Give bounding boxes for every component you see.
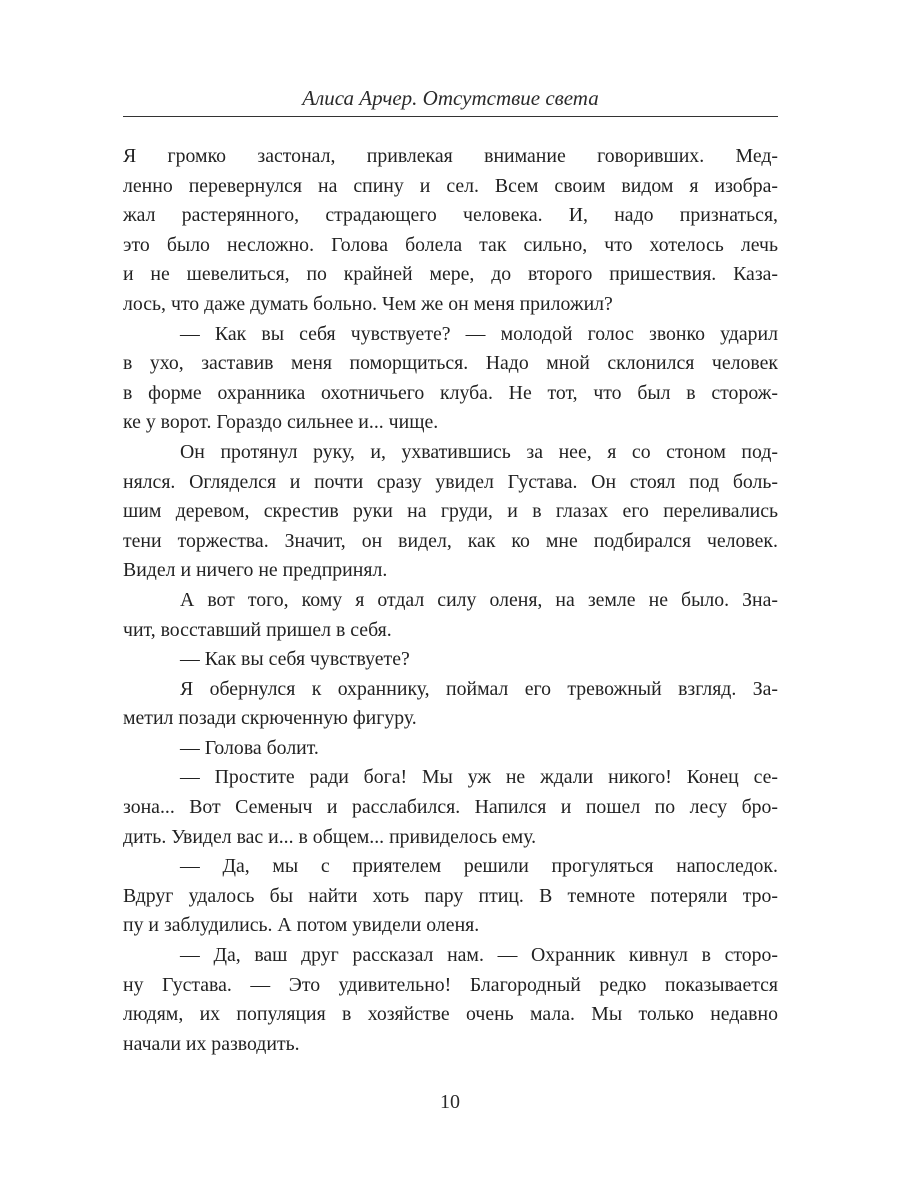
text-line: ке у ворот. Гораздо сильнее и... чище. [123, 411, 439, 434]
page-number: 10 [440, 1091, 460, 1113]
text-line: Я обернулся к охраннику, поймал его тревожный взгляд. За- [180, 677, 778, 700]
text-line: в ухо, заставив меня поморщиться. Надо мной склонился человек [123, 352, 778, 375]
text-line: и не шевелиться, по крайней мере, до второго пришествия. Каза- [123, 263, 778, 286]
page-body [123, 142, 778, 1059]
text-line: в форме охранника охотничьего клуба. Не тот, что был в сторож- [123, 381, 778, 404]
text-line: жал растерянного, страдающего человека. И, надо признаться, [123, 204, 778, 227]
text-line: Он протянул руку, и, ухватившись за нее, я со стоном под- [180, 440, 778, 463]
text-line: — Как вы себя чувствуете? — молодой голос звонко ударил [180, 322, 778, 345]
running-head [123, 82, 778, 117]
text-line: А вот того, кому я отдал силу оленя, на земле не было. Зна- [180, 588, 778, 611]
text-line: нялся. Огляделся и почти сразу увидел Густава. Он стоял под боль- [123, 470, 778, 493]
text-line: тени торжества. Значит, он видел, как ко мне подбирался человек. [123, 529, 778, 552]
text-line: Я громко застонал, привлекая внимание говоривших. Мед- [123, 145, 778, 167]
text-line: — Голова болит. [180, 736, 319, 759]
text-line: — Как вы себя чувствуете? [180, 648, 410, 671]
text-line: это было несложно. Голова болела так сильно, что хотелось лечь [123, 233, 778, 256]
text-line: Вдруг удалось бы найти хоть пару птиц. В темноте потеряли тро- [123, 884, 778, 907]
text-line: дить. Увидел вас и... в общем... привиделось ему. [123, 825, 537, 848]
text-line: Видел и ничего не предпринял. [123, 559, 388, 582]
text-line: зона... Вот Семеныч и расслабился. Напился и пошел по лесу бро- [123, 796, 778, 819]
text-line: — Простите ради бога! Мы уж не ждали никого! Конец се- [180, 766, 778, 789]
text-line: — Да, ваш друг рассказал нам. — Охранник кивнул в сторо- [180, 944, 778, 967]
running-title: Алиса Арчер. Отсутствие света [302, 86, 599, 110]
text-line: пу и заблудились. А потом увидели оленя. [123, 914, 480, 937]
text-line: — Да, мы с приятелем решили прогуляться напоследок. [180, 855, 778, 878]
text-line: начали их разводить. [123, 1032, 300, 1055]
text-line: лось, что даже думать больно. Чем же он меня приложил? [123, 292, 613, 315]
text-line: ленно перевернулся на спину и сел. Всем своим видом я изобра- [123, 174, 778, 197]
text-line: чит, восставший пришел в себя. [123, 618, 392, 641]
text-line: ну Густава. — Это удивительно! Благородный редко показывается [123, 973, 778, 996]
text-line: людям, их популяция в хозяйстве очень мала. Мы только недавно [123, 1003, 778, 1026]
text-line: шим деревом, скрестив руки на груди, и в глазах его переливались [123, 500, 778, 523]
text-line: метил позади скрюченную фигуру. [123, 707, 417, 730]
